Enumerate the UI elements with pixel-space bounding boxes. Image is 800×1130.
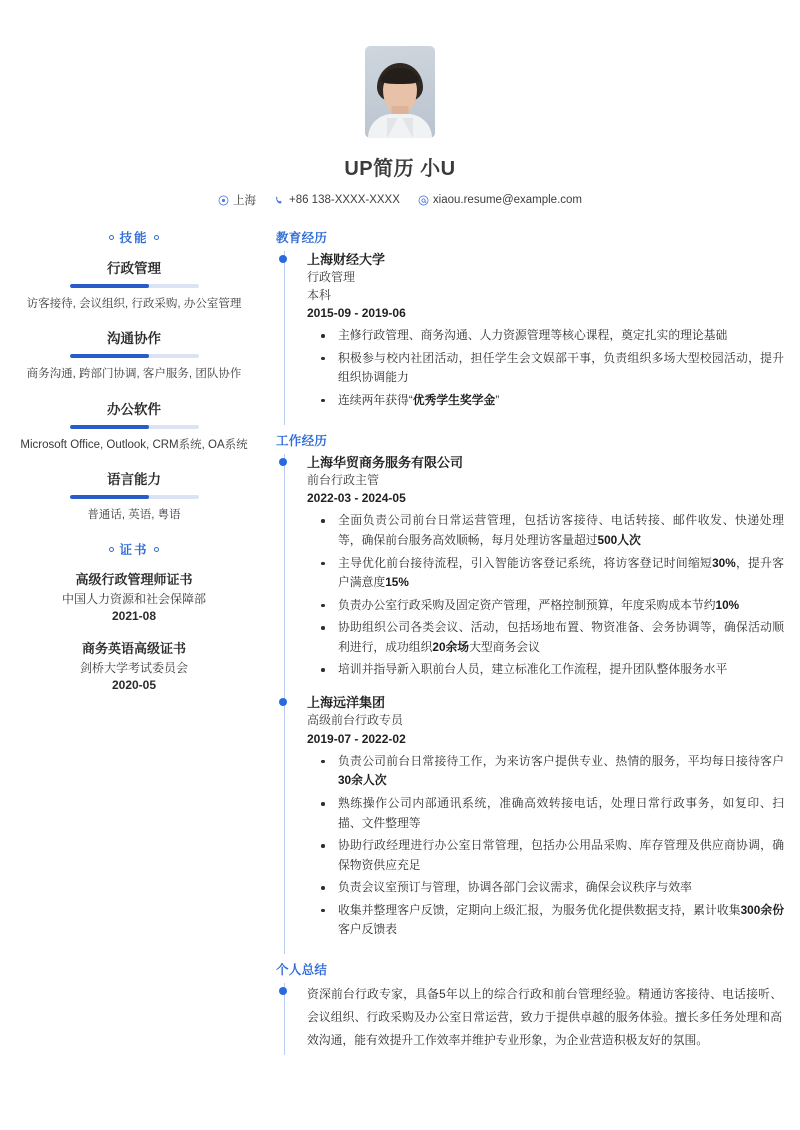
sidebar-heading-skills-label: 技能 xyxy=(119,231,149,245)
work-bullets xyxy=(307,752,784,940)
circle-deco-icon xyxy=(109,235,114,240)
cert-org: 剑桥大学考试委员会 xyxy=(79,661,188,675)
location-icon xyxy=(218,195,229,206)
bullet-item: 全面负责公司前台日常运营管理，包括访客接待、电话转接、邮件收发、快递处理等，确保前台服务高效顺畅，每月处理访客量超过500人次 xyxy=(307,511,784,550)
summary-entry xyxy=(307,983,784,1055)
cert-name: 商务英语高级证书 xyxy=(81,641,186,656)
email-icon xyxy=(418,195,429,206)
summary-text: 资深前台行政专家，具备5年以上的综合行政和前台管理经验。精通访客接待、电话接听、会议组织、行政采购及办公室日常运营，致力于提供卓越的服务体验。擅长多任务处理和高效沟通，能有效提升工作效率并维护专业形象，为企业营造积极友好的氛围。 xyxy=(307,987,782,1047)
education-org: 上海财经大学 xyxy=(307,252,386,267)
bullet-item: 主修行政管理、商务沟通、人力资源管理等核心课程，奠定扎实的理论基础 xyxy=(307,326,784,346)
work-org: 上海华贸商务服务有限公司 xyxy=(307,454,464,470)
skill-bar-fill xyxy=(70,495,150,499)
education-degree: 本科 xyxy=(307,287,332,302)
bullet-item: 负责会议室预订与管理，协调各部门会议需求，确保会议秩序与效率 xyxy=(307,878,784,898)
skill-items: 商务沟通, 跨部门协调, 客户服务, 团队协作 xyxy=(26,368,242,381)
summary-timeline xyxy=(284,983,784,1055)
skill-bar xyxy=(70,425,199,429)
skill-items: 普通话, 英语, 粤语 xyxy=(87,508,181,521)
education-date: 2015-09 - 2019-06 xyxy=(307,306,406,321)
contact-phone-text: +86 138-XXXX-XXXX xyxy=(288,194,400,206)
work-bullets xyxy=(307,511,784,680)
skill-name: 语言能力 xyxy=(107,471,161,487)
skill-item xyxy=(14,468,254,524)
education-bullets xyxy=(307,326,784,410)
sidebar-heading-skills xyxy=(14,228,254,246)
section-title-summary: 个人总结 xyxy=(276,963,328,978)
contact-email-text: xiaou.resume@example.com xyxy=(432,194,583,206)
skill-name: 行政管理 xyxy=(107,261,161,276)
contact-location xyxy=(218,192,256,208)
education-major: 行政管理 xyxy=(307,270,356,285)
cert-item xyxy=(14,638,254,692)
section-summary xyxy=(276,960,784,1055)
skill-items: Microsoft Office, Outlook, CRM系统, OA系统 xyxy=(20,438,248,451)
skill-bar xyxy=(70,284,199,288)
work-role: 前台行政主管 xyxy=(307,473,380,487)
work-date: 2019-07 - 2022-02 xyxy=(307,731,406,746)
skill-bar-fill xyxy=(70,284,150,288)
cert-date: 2020-05 xyxy=(111,678,157,692)
work-entry xyxy=(307,454,784,694)
skill-bar xyxy=(70,495,199,499)
section-title-education: 教育经历 xyxy=(276,231,328,245)
skill-item xyxy=(14,327,254,383)
education-entry xyxy=(307,251,784,425)
circle-deco-icon xyxy=(154,547,159,552)
cert-name: 高级行政管理师证书 xyxy=(75,572,193,587)
skills-list xyxy=(14,257,254,524)
bullet-item: 积极参与校内社团活动，担任学生会文娱部干事，负责组织多场大型校园活动，提升组织协调能力 xyxy=(307,349,784,388)
skill-bar-fill xyxy=(70,425,150,429)
main-column xyxy=(262,228,784,1061)
skill-item xyxy=(14,257,254,313)
bullet-item: 负责公司前台日常接待工作，为来访客户提供专业、热情的服务，平均每日接待客户30余人次 xyxy=(307,752,784,791)
section-education xyxy=(276,228,784,425)
resume-header xyxy=(0,0,800,208)
bullet-item: 负责办公室行政采购及固定资产管理，严格控制预算，年度采购成本节约10% xyxy=(307,596,784,616)
education-timeline xyxy=(284,251,784,425)
contact-phone xyxy=(274,194,400,206)
work-entry xyxy=(307,694,784,954)
bullet-item: 主导优化前台接待流程，引入智能访客登记系统，将访客登记时间缩短30%，提升客户满意度15% xyxy=(307,554,784,593)
bullet-item: 收集并整理客户反馈，定期向上级汇报，为服务优化提供数据支持，累计收集300余份客户反馈表 xyxy=(307,901,784,940)
skill-bar xyxy=(70,354,199,358)
skill-name: 办公软件 xyxy=(107,401,161,417)
bullet-item: 连续两年获得“优秀学生奖学金” xyxy=(307,391,784,411)
work-role: 高级前台行政专员 xyxy=(307,713,404,728)
portrait-photo xyxy=(365,46,435,138)
photo-collar-left xyxy=(387,118,398,138)
bullet-item: 培训并指导新入职前台人员，建立标准化工作流程，提升团队整体服务水平 xyxy=(307,660,784,680)
circle-deco-icon xyxy=(154,235,159,240)
section-work xyxy=(276,431,784,955)
certs-list xyxy=(14,569,254,692)
work-date: 2022-03 - 2024-05 xyxy=(307,491,406,506)
contact-location-text: 上海 xyxy=(232,195,256,207)
candidate-name: UP简历 小U xyxy=(344,158,456,180)
contact-email xyxy=(418,194,582,206)
bullet-item: 熟练操作公司内部通讯系统，准确高效转接电话，处理日常行政事务，如复印、扫描、文件整理等 xyxy=(307,794,784,833)
skill-item xyxy=(14,398,254,454)
photo-collar-right xyxy=(402,118,413,138)
cert-date: 2021-08 xyxy=(111,609,157,623)
work-org: 上海远洋集团 xyxy=(307,695,386,711)
work-timeline xyxy=(284,454,784,955)
bullet-item: 协助行政经理进行办公室日常管理，包括办公用品采购、库存管理及供应商协调，确保物资供应充足 xyxy=(307,836,784,875)
resume-columns xyxy=(0,228,800,1061)
photo-body xyxy=(368,114,432,138)
skill-items: 访客接待, 会议组织, 行政采购, 办公室管理 xyxy=(26,298,242,310)
cert-item xyxy=(14,569,254,623)
sidebar-heading-certs xyxy=(14,540,254,558)
circle-deco-icon xyxy=(109,547,114,552)
cert-org: 中国人力资源和社会保障部 xyxy=(61,592,206,606)
skill-bar-fill xyxy=(70,354,150,358)
skill-name: 沟通协作 xyxy=(107,331,161,347)
contact-list xyxy=(0,192,800,208)
section-title-work: 工作经历 xyxy=(276,433,328,448)
sidebar-heading-certs-label: 证书 xyxy=(119,543,149,557)
bullet-item: 协助组织公司各类会议、活动，包括场地布置、物资准备、会务协调等，确保活动顺利进行，成功组织20余场大型商务会议 xyxy=(307,618,784,657)
phone-icon xyxy=(274,195,285,206)
sidebar xyxy=(14,228,262,707)
